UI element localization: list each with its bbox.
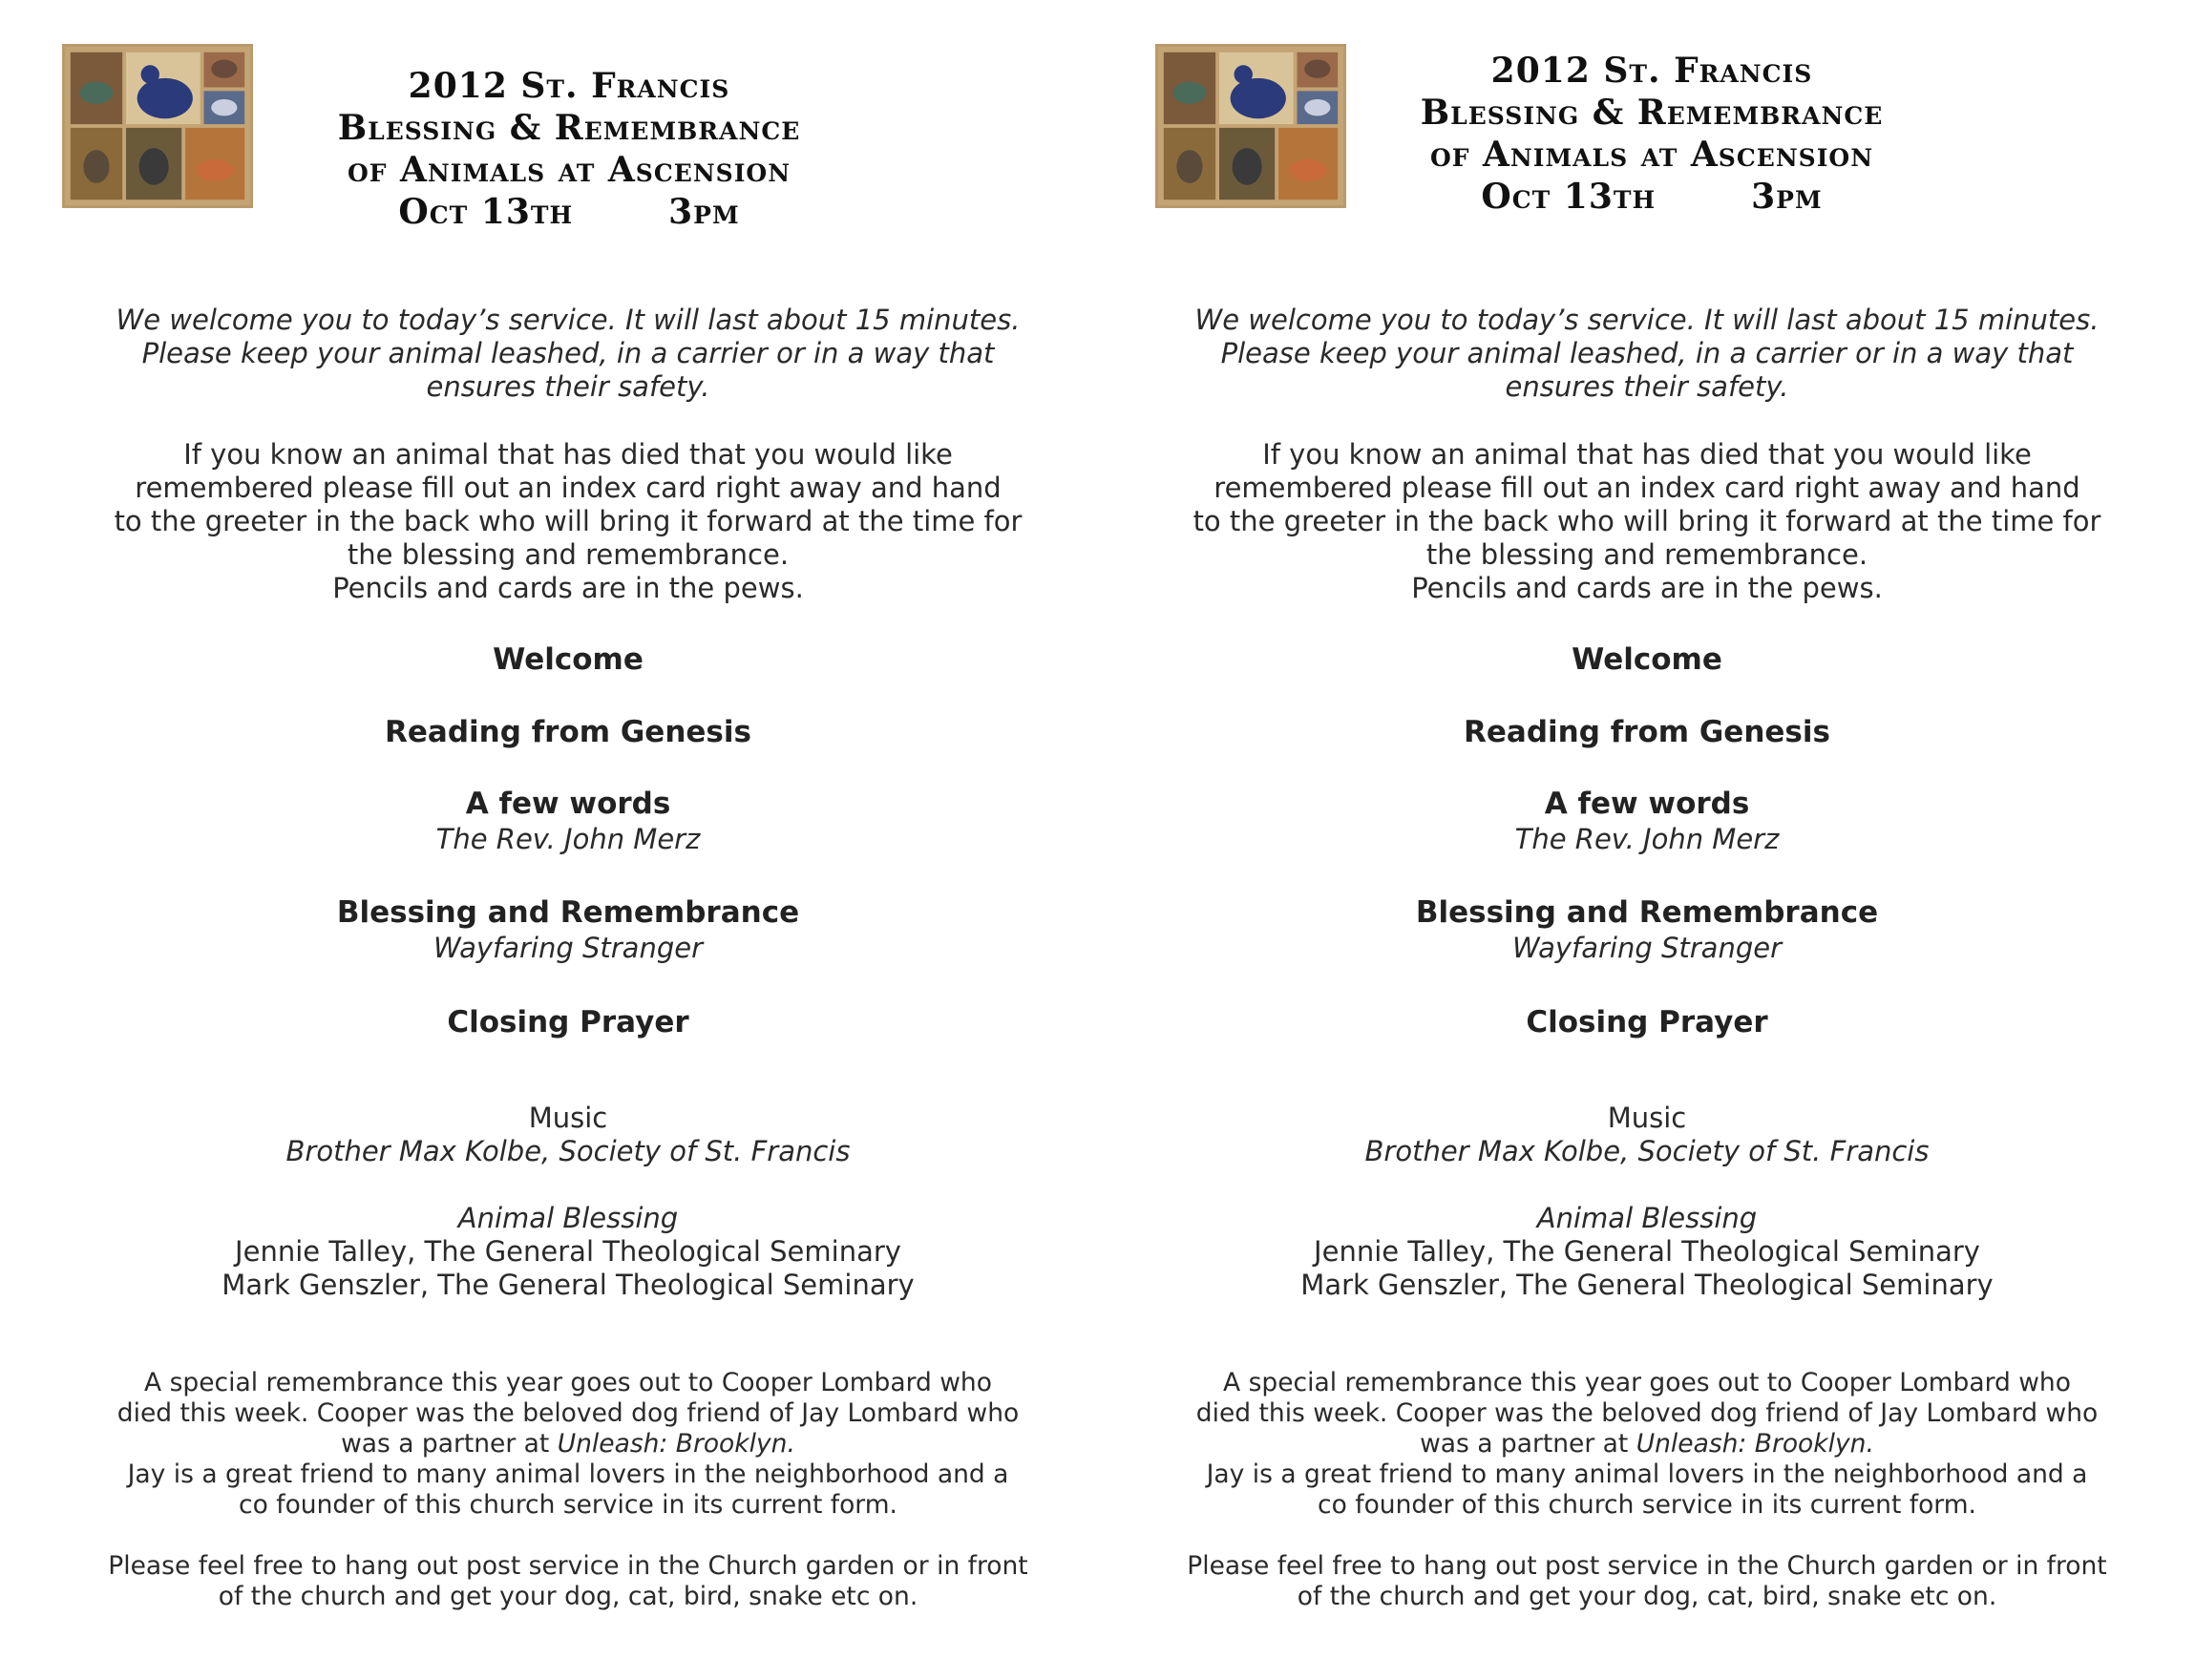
order-blessing: Blessing and Remembrance <box>1415 895 1879 930</box>
blessing-label: Animal Blessing <box>457 1202 679 1234</box>
title-line-2: Blessing & Remembrance <box>1420 93 1884 133</box>
blessing-by-1: Jennie Talley, The General Theological Seminary <box>1314 1235 1980 1268</box>
program-title <box>283 65 855 233</box>
event-date: Oct 13th <box>398 192 574 232</box>
music-by: Brother Max Kolbe, Society of St. Francis <box>285 1135 851 1167</box>
title-line-3: of Animals at Ascension <box>1429 135 1874 175</box>
medieval-animals-illustration <box>62 44 253 208</box>
order-words: A few words <box>1544 787 1750 821</box>
order-reading: Reading from Genesis <box>385 715 751 749</box>
order-words: A few words <box>465 787 671 821</box>
remembrance-instructions: If you know an animal that has died that you would like remembered please fill out an index card right away and hand to the greeter in the back who will bring it forward at the time for the blessing and remembrance. Pencils and cards are in the pews. <box>1192 438 2101 604</box>
credits <box>1098 1102 2195 1302</box>
credits <box>0 1102 1136 1302</box>
event-date: Oct 13th <box>1481 177 1657 217</box>
title-line-3: of Animals at Ascension <box>347 150 791 190</box>
music-label: Music <box>528 1102 608 1134</box>
special-remembrance: A special remembrance this year goes out to Cooper Lombard who died this week. Cooper was the beloved dog friend of Jay Lombard who was a partner at Unleash: Brooklyn. Jay is a great friend to many animal lovers in the neighborhood and a co founder of this church service in its current form. <box>116 1368 1020 1520</box>
music-by: Brother Max Kolbe, Society of St. Francis <box>1364 1135 1930 1167</box>
order-blessing-song: Wayfaring Stranger <box>433 932 703 964</box>
closing-note: Please feel free to hang out post service in the Church garden or in front of the church and get your dog, cat, bird, snake etc on. <box>108 1551 1028 1611</box>
music-label: Music <box>1607 1102 1687 1134</box>
order-words-by: The Rev. John Merz <box>1514 823 1780 855</box>
program-right <box>1098 0 2195 1680</box>
welcome-note: We welcome you to today’s service. It will last about 15 minutes. Please keep your animal leashed, in a carrier or in a way that ensures their safety. <box>116 304 1021 403</box>
special-remembrance: A special remembrance this year goes out to Cooper Lombard who died this week. Cooper was the beloved dog friend of Jay Lombard who was a partner at Unleash: Brooklyn. Jay is a great friend to many animal lovers in the neighborhood and a co founder of this church service in its current form. <box>1195 1368 2099 1520</box>
program-title <box>1375 50 1929 218</box>
title-date-time <box>283 191 855 233</box>
order-closing: Closing Prayer <box>447 1005 689 1040</box>
order-blessing: Blessing and Remembrance <box>336 895 800 930</box>
blessing-by-1: Jennie Talley, The General Theological Seminary <box>235 1235 901 1268</box>
order-reading: Reading from Genesis <box>1464 715 1830 749</box>
event-time: 3pm <box>668 192 740 232</box>
title-line-1: 2012 St. Francis <box>408 66 730 106</box>
event-time: 3pm <box>1751 177 1823 217</box>
title-line-2: Blessing & Remembrance <box>337 108 801 148</box>
medieval-animals-illustration <box>1155 44 1346 208</box>
title-date-time <box>1375 176 1929 218</box>
title-line-1: 2012 St. Francis <box>1490 51 1813 91</box>
blessing-label: Animal Blessing <box>1536 1202 1758 1234</box>
remembrance-instructions: If you know an animal that has died that you would like remembered please fill out an index card right away and hand to the greeter in the back who will bring it forward at the time for the blessing and remembrance. Pencils and cards are in the pews. <box>114 438 1023 604</box>
blessing-by-2: Mark Genszler, The General Theological Seminary <box>1300 1269 1994 1301</box>
closing-note: Please feel free to hang out post service in the Church garden or in front of the church and get your dog, cat, bird, snake etc on. <box>1187 1551 2107 1611</box>
order-blessing-song: Wayfaring Stranger <box>1511 932 1782 964</box>
blessing-by-2: Mark Genszler, The General Theological Seminary <box>222 1269 915 1301</box>
welcome-note: We welcome you to today’s service. It will last about 15 minutes. Please keep your animal leashed, in a carrier or in a way that ensures their safety. <box>1194 304 2100 403</box>
order-welcome: Welcome <box>1572 642 1722 677</box>
order-closing: Closing Prayer <box>1526 1005 1768 1040</box>
order-words-by: The Rev. John Merz <box>435 823 701 855</box>
order-welcome: Welcome <box>493 642 644 677</box>
